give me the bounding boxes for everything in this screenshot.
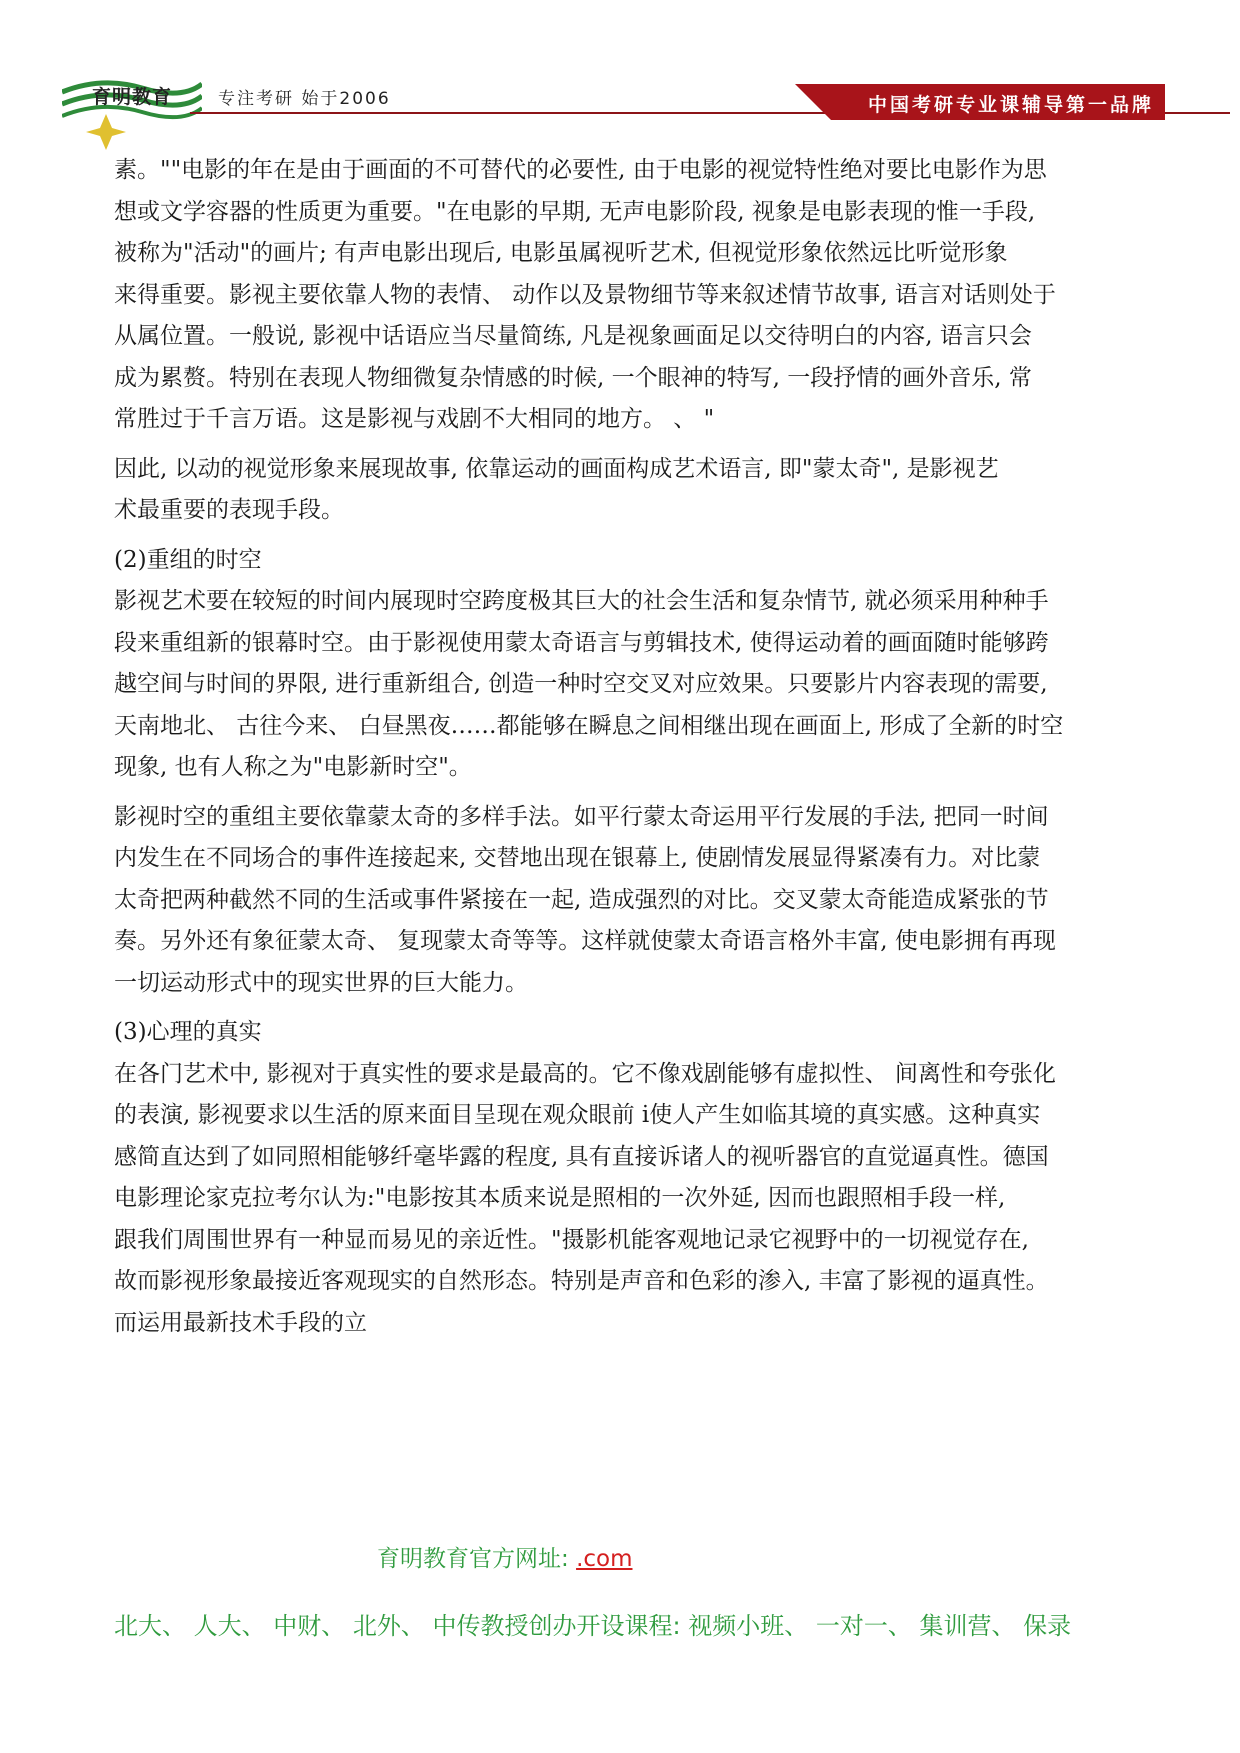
text-line: 一切运动形式中的现实世界的巨大能力。 [114, 969, 528, 996]
logo-text: 育明教育 [92, 86, 173, 108]
paragraph [114, 449, 1144, 532]
text-line: 素。""电影的年在是由于画面的不可替代的必要性, 由于电影的视觉特性绝对要比电影作为思 [114, 157, 1047, 183]
section-heading [114, 1012, 1144, 1054]
footer-website [377, 1540, 633, 1573]
paragraph [114, 150, 1144, 441]
text-line: 在各门艺术中, 影视对于真实性的要求是最高的。它不像戏剧能够有虚拟性、 间离性和夸张化 [114, 1060, 1056, 1087]
text-line: 现象, 也有人称之为"电影新时空"。 [114, 754, 472, 780]
text-line: 想或文学容器的性质更为重要。"在电影的早期, 无声电影阶段, 视象是电影表现的惟一手段, [114, 198, 1036, 225]
page-header [0, 0, 1240, 150]
text-line: 感简直达到了如同照相能够纤毫毕露的程度, 具有直接诉诸人的视听器官的直觉逼真性。德国 [114, 1143, 1049, 1170]
text-line: 被称为"活动"的画片; 有声电影出现后, 电影虽属视听艺术, 但视觉形象依然远比听觉形象 [114, 240, 1008, 266]
paragraph [114, 581, 1144, 789]
text-line: 而运用最新技术手段的立 [114, 1309, 367, 1336]
text-line: 段来重组新的银幕时空。由于影视使用蒙太奇语言与剪辑技术, 使得运动着的画面随时能够跨 [114, 629, 1049, 656]
header-slogan: 专注考研 始于2006 [218, 89, 391, 109]
text-line: 太奇把两种截然不同的生活或事件紧接在一起, 造成强烈的对比。交叉蒙太奇能造成紧张的节 [114, 886, 1049, 913]
text-line: 的表演, 影视要求以生活的原来面目呈现在观众眼前 i使人产生如临其境的真实感。这种真实 [114, 1102, 1041, 1128]
text-line: 成为累赘。特别在表现人物细微复杂情感的时候, 一个眼神的特写, 一段抒情的画外音乐, 常 [114, 364, 1032, 391]
footer-courses: 北大、 人大、 中财、 北外、 中传教授创办开设课程: 视频小班、 一对一、 集训营、 保录 [114, 1612, 1072, 1640]
text-line: 故而影视形象最接近客观现实的自然形态。特别是声音和色彩的渗入, 丰富了影视的逼真性。 [114, 1268, 1049, 1294]
paragraph [114, 1054, 1144, 1345]
footer-url-link[interactable]: .com [576, 1546, 633, 1572]
text-line: 天南地北、 古往今来、 白昼黑夜……都能够在瞬息之间相继出现在画面上, 形成了全新的时空 [114, 712, 1064, 739]
text-line: 影视时空的重组主要依靠蒙太奇的多样手法。如平行蒙太奇运用平行发展的手法, 把同一时间 [114, 803, 1049, 830]
text-line: 因此, 以动的视觉形象来展现故事, 依靠运动的画面构成艺术语言, 即"蒙太奇", 是影视艺 [114, 455, 999, 482]
header-banner-text: 中国考研专业课辅导第一品牌 [868, 94, 1155, 116]
text-line: 越空间与时间的界限, 进行重新组合, 创造一种时空交叉对应效果。只要影片内容表现的需要, [114, 671, 1048, 697]
paragraph [114, 797, 1144, 1005]
text-line: (2)重组的时空 [114, 546, 262, 573]
text-line: 内发生在不同场合的事件连接起来, 交替地出现在银幕上, 使剧情发展显得紧凑有力。对比蒙 [114, 845, 1041, 871]
text-line: 来得重要。影视主要依靠人物的表情、 动作以及景物细节等来叙述情节故事, 语言对话则处于 [114, 281, 1056, 308]
text-line: 常胜过于千言万语。这是影视与戏剧不大相同的地方。 、 " [114, 406, 715, 432]
text-line: (3)心理的真实 [114, 1019, 262, 1045]
footer-url-label: 育明教育官方网址: [377, 1546, 577, 1572]
text-line: 电影理论家克拉考尔认为:"电影按其本质来说是照相的一次外延, 因而也跟照相手段一样, [114, 1185, 1006, 1211]
text-line: 从属位置。一般说, 影视中话语应当尽量简练, 凡是视象画面足以交待明白的内容, 语言只会 [114, 323, 1032, 349]
text-line: 奏。另外还有象征蒙太奇、 复现蒙太奇等等。这样就使蒙太奇语言格外丰富, 使电影拥有再现 [114, 928, 1056, 954]
text-line: 影视艺术要在较短的时间内展现时空跨度极其巨大的社会生活和复杂情节, 就必须采用种种手 [114, 588, 1049, 614]
document-body [114, 150, 1144, 1344]
text-line: 跟我们周围世界有一种显而易见的亲近性。"摄影机能客观地记录它视野中的一切视觉存在, [114, 1226, 1029, 1253]
section-heading [114, 540, 1144, 582]
text-line: 术最重要的表现手段。 [114, 497, 344, 523]
